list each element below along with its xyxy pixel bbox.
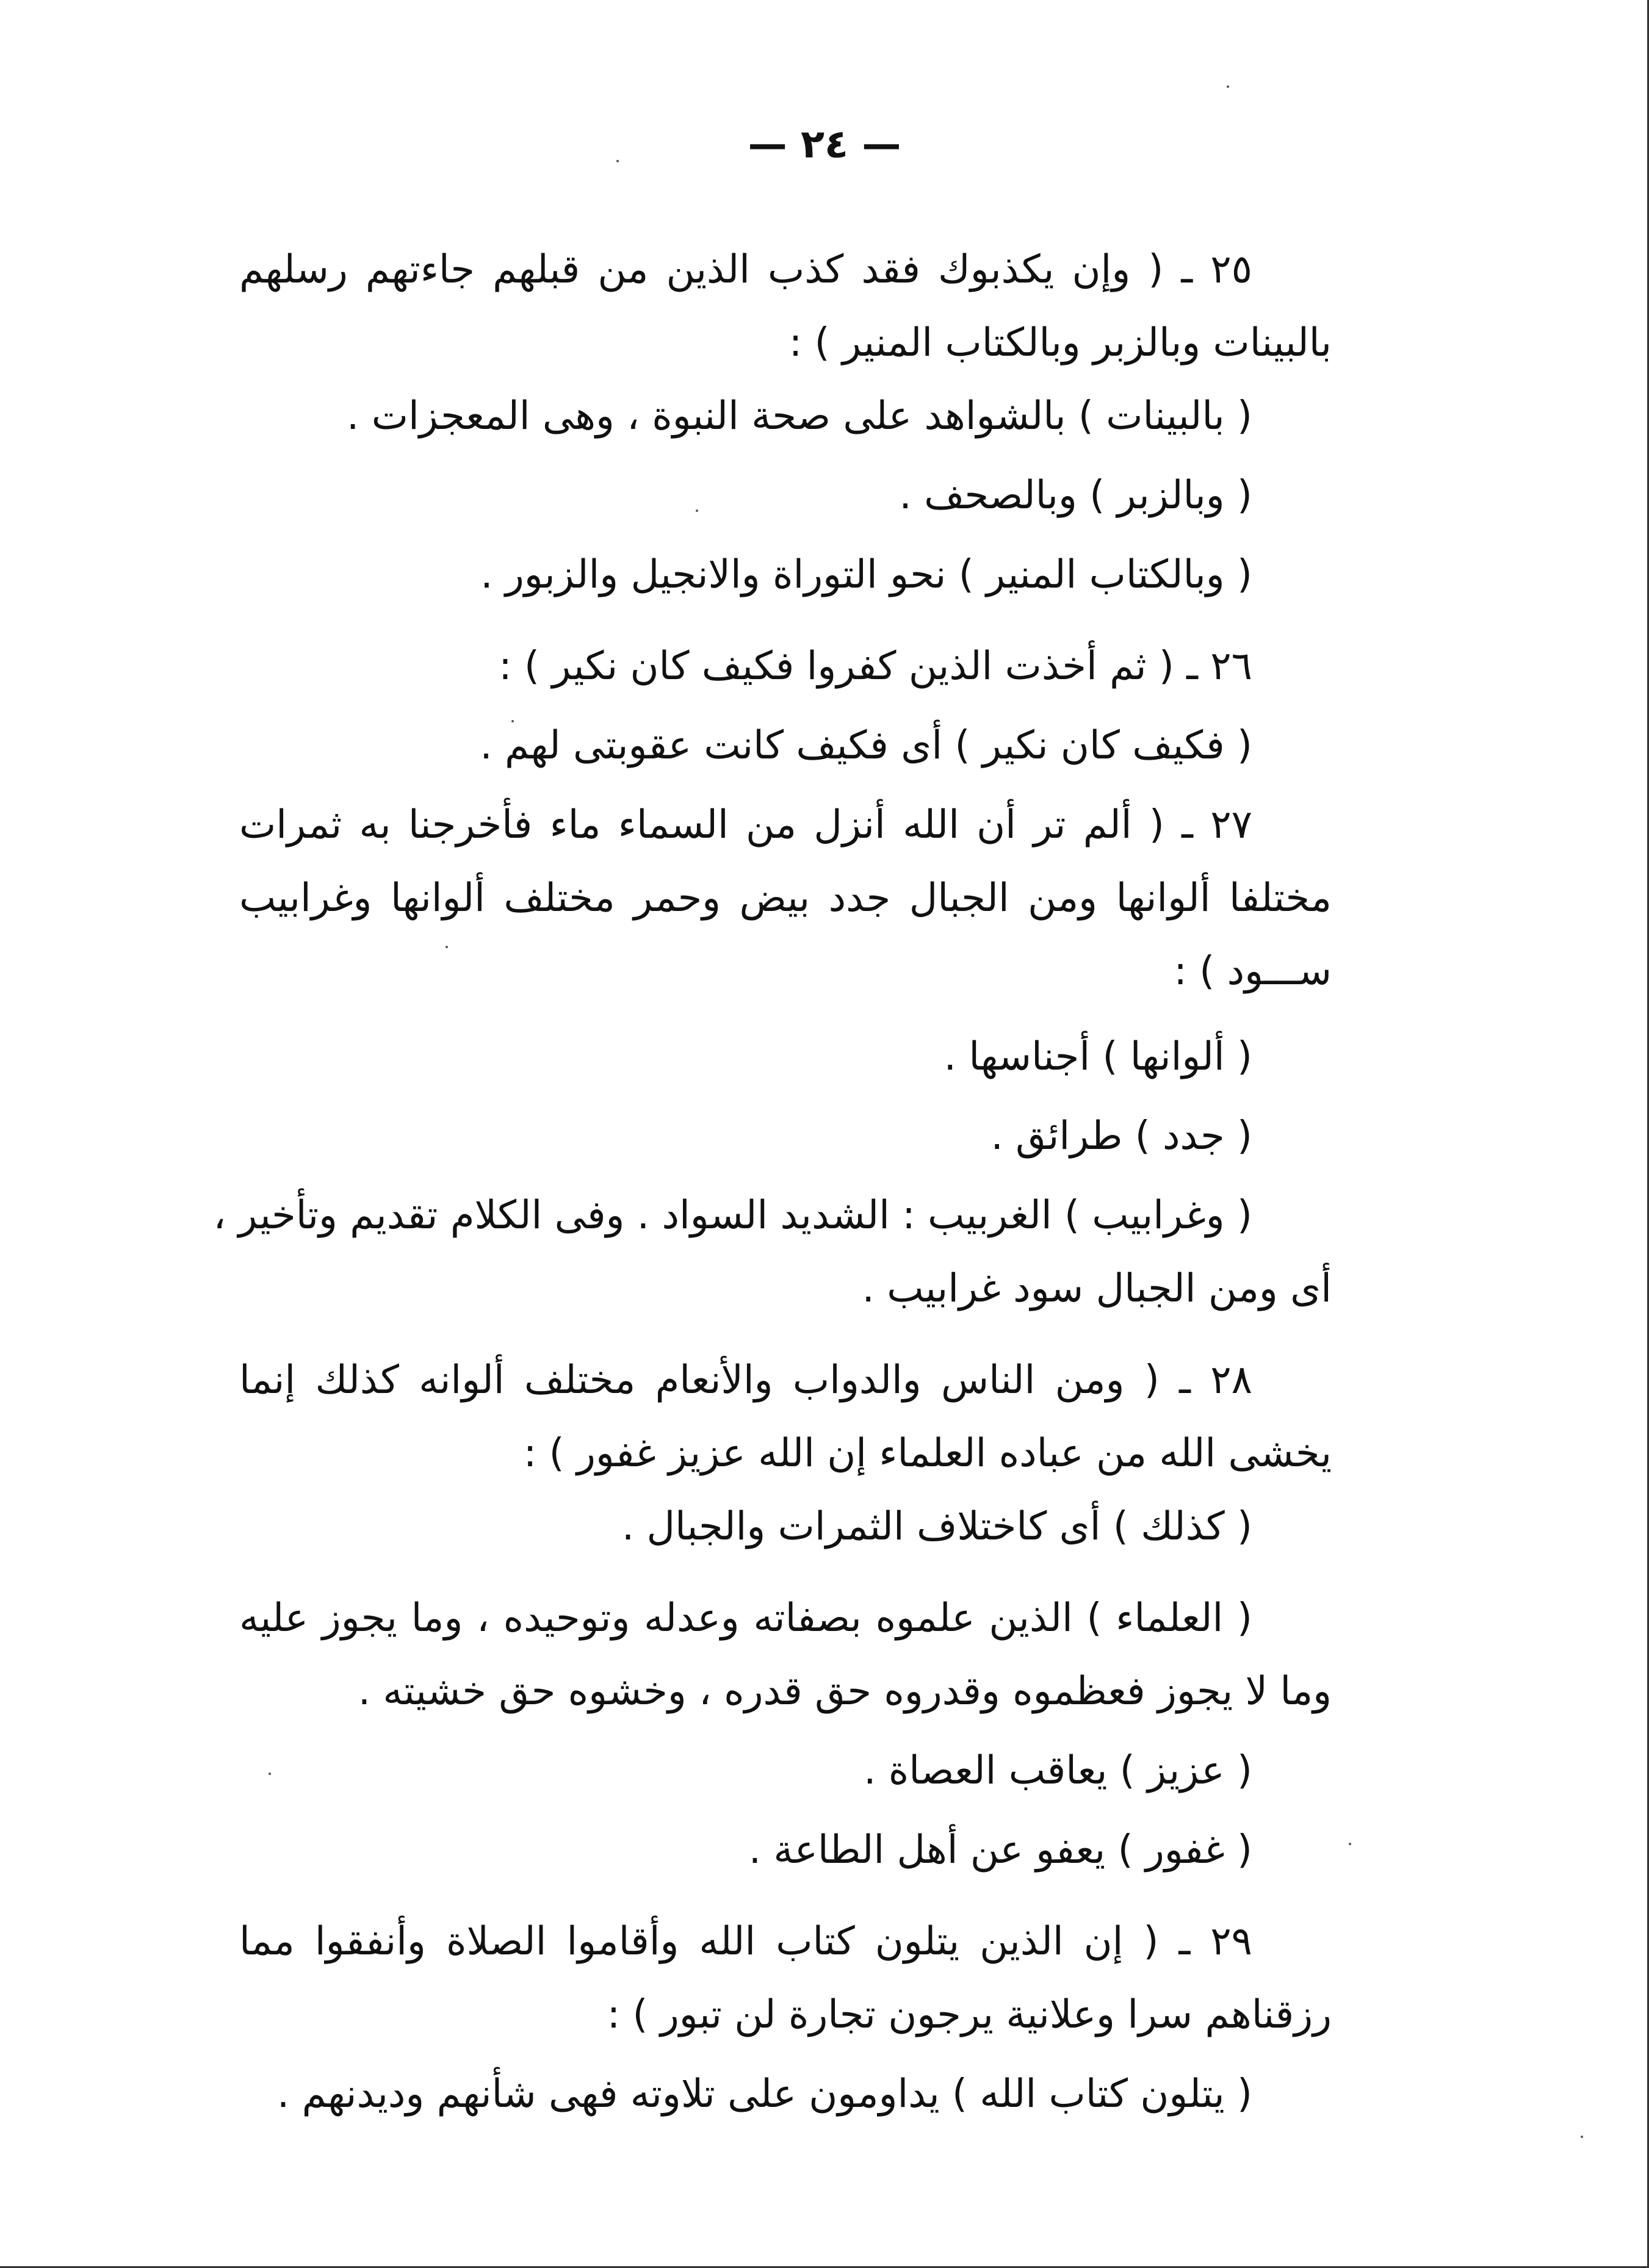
text-line: يخشى الله من عباده العلماء إن الله عزيز غفور ) : xyxy=(523,1431,1332,1476)
text-line: ٢٦ ـ ( ثم أخذت الذين كفروا فكيف كان نكير ) : xyxy=(499,644,1252,689)
scan-speck xyxy=(1349,1843,1351,1845)
text-line: مختلفا ألوانها ومن الجبال جدد بيض وحمر مختلف ألوانها وغرابيب xyxy=(239,876,1332,921)
scan-speck xyxy=(1227,85,1229,88)
text-line: ( وغرابيب ) الغربيب : الشديد السواد . وفى الكلام تقديم وتأخير ، xyxy=(213,1193,1252,1238)
text-line: ( كذلك ) أى كاختلاف الثمرات والجبال . xyxy=(621,1504,1252,1549)
text-line: ســـود ) : xyxy=(1174,949,1332,994)
text-line: ( وبالكتاب المنير ) نحو التوراة والانجيل والزبور . xyxy=(480,552,1252,597)
scan-speck xyxy=(616,160,619,162)
text-line: ( يتلون كتاب الله ) يداومون على تلاوته فهى شأنهم وديدنهم . xyxy=(276,2072,1252,2117)
text-line: ٢٩ ـ ( إن الذين يتلون كتاب الله وأقاموا الصلاة وأنفقوا مما xyxy=(239,1919,1252,1964)
text-line: ( جدد ) طرائق . xyxy=(990,1114,1252,1159)
scan-speck xyxy=(269,1773,271,1775)
scan-speck xyxy=(446,946,448,948)
scan-speck xyxy=(1581,2136,1583,2138)
text-line: ٢٨ ـ ( ومن الناس والدواب والأنعام مختلف ألوانه كذلك إنما xyxy=(239,1358,1252,1403)
text-line: ٢٥ ـ ( وإن يكذبوك فقد كذب الذين من قبلهم جاءتهم رسلهم xyxy=(239,247,1252,292)
scan-speck xyxy=(511,720,514,722)
scan-speck xyxy=(696,509,698,512)
text-line: ( بالبينات ) بالشواهد على صحة النبوة ، وهى المعجزات . xyxy=(347,394,1252,439)
text-line: ( العلماء ) الذين علموه بصفاته وعدله وتوحيده ، وما يجوز عليه xyxy=(239,1596,1252,1641)
text-line: ٢٧ ـ ( ألم تر أن الله أنزل من السماء ماء فأخرجنا به ثمرات xyxy=(239,802,1252,848)
text-line: أى ومن الجبال سود غرابيب . xyxy=(862,1266,1332,1311)
text-line: ( وبالزبر ) وبالصحف . xyxy=(899,473,1252,518)
page-number: — ٢٤ — xyxy=(748,122,901,167)
text-line: ( غفور ) يعفو عن أهل الطاعة . xyxy=(748,1827,1252,1873)
text-line: رزقناهم سرا وعلانية يرجون تجارة لن تبور ) : xyxy=(607,1992,1332,2037)
text-line: ( ألوانها ) أجناسها . xyxy=(944,1034,1252,1079)
text-line: ( عزيز ) يعاقب العصاة . xyxy=(864,1748,1252,1793)
text-line: بالبينات وبالزبر وبالكتاب المنير ) : xyxy=(788,320,1332,365)
text-line: ( فكيف كان نكير ) أى فكيف كانت عقوبتى لهم . xyxy=(480,723,1252,768)
text-line: وما لا يجوز فعظموه وقدروه حق قدره ، وخشوه حق خشيته . xyxy=(358,1669,1332,1714)
